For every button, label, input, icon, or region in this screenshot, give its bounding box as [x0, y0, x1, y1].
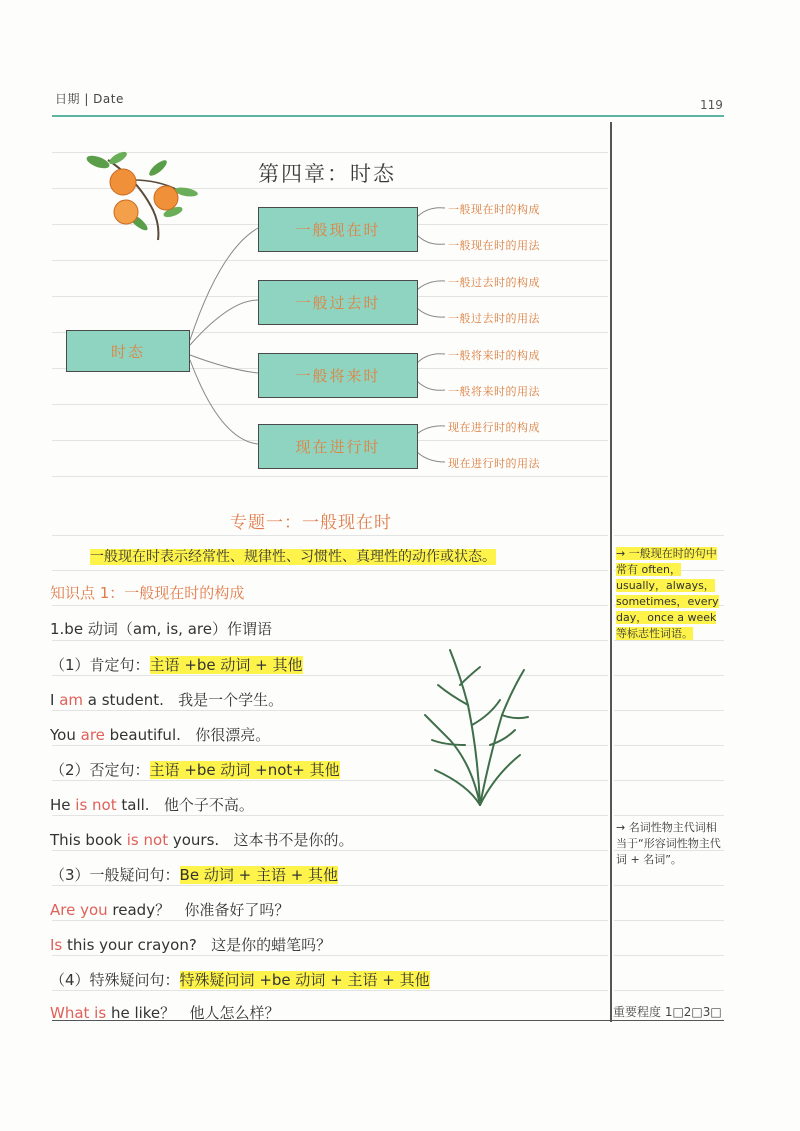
example-translation: 我是一个学生。 [178, 691, 284, 709]
example-translation: 你很漂亮。 [195, 726, 271, 744]
mindmap-leaf: 一般现在时的构成 [448, 203, 540, 216]
mindmap-leaf: 一般现在时的用法 [448, 239, 540, 252]
example-sentence [50, 689, 283, 710]
knowledge-point-heading: 知识点 1：一般现在时的构成 [50, 584, 245, 602]
example-text: He [50, 796, 76, 814]
example-translation: 你准备好了吗？ [184, 901, 290, 919]
example-text: he like？ [106, 1004, 176, 1022]
mindmap-branch-present-simple: 一般现在时 [258, 207, 418, 252]
side-note-possessive: → 名词性物主代词相当于“形容词性物主代词 + 名词”。 [616, 821, 721, 866]
grass-illustration [420, 645, 530, 810]
special-label: （4）特殊疑问句： [50, 971, 180, 989]
example-verb: is not [75, 796, 117, 814]
definition-line [90, 546, 496, 566]
definition-text: 一般现在时表示经常性、规律性、习惯性、真理性的动作或状态。 [90, 549, 496, 565]
affirmative-rule [50, 654, 303, 675]
affirmative-formula: 主语 +be 动词 + 其他 [149, 656, 303, 674]
example-verb: is not [126, 831, 169, 849]
mindmap-branch-future-simple: 一般将来时 [258, 353, 418, 398]
margin-divider [610, 122, 612, 1022]
example-text: beautiful. [104, 726, 181, 744]
mindmap-branch-present-continuous: 现在进行时 [258, 424, 418, 469]
chapter-title: 第四章：时态 [258, 162, 396, 186]
mindmap-leaf: 现在进行时的用法 [448, 457, 540, 470]
example-translation: 他人怎么样？ [189, 1004, 280, 1022]
affirmative-label: （1）肯定句： [50, 656, 150, 674]
example-sentence [50, 934, 331, 955]
example-translation: 他个子不高。 [163, 796, 254, 814]
example-verb: Are you [50, 901, 108, 919]
negative-label: （2）否定句： [50, 761, 150, 779]
example-text: yours. [168, 831, 220, 849]
example-verb: are [80, 726, 105, 744]
mindmap-branch-past-simple: 一般过去时 [258, 280, 418, 325]
example-text: a student. [83, 691, 164, 709]
negative-rule [50, 759, 340, 780]
example-verb: am [59, 691, 84, 709]
example-text: This book [50, 831, 127, 849]
special-formula: 特殊疑问词 +be 动词 + 主语 + 其他 [179, 971, 430, 989]
example-text: You [50, 726, 81, 744]
example-sentence [50, 1002, 280, 1023]
example-sentence [50, 794, 254, 815]
mindmap-leaf: 一般过去时的构成 [448, 276, 540, 289]
example-sentence [50, 724, 270, 745]
mindmap-leaf: 现在进行时的构成 [448, 421, 540, 434]
date-label: 日期 | Date [55, 92, 124, 106]
page-number: 119 [700, 98, 723, 112]
question-label: （3）一般疑问句： [50, 866, 180, 884]
example-sentence [50, 899, 289, 920]
example-text: ready？ [107, 901, 171, 919]
side-note-signal-words [616, 546, 724, 642]
sub-heading: 1.be 动词（am, is, are）作谓语 [50, 620, 272, 638]
example-text: I [50, 691, 60, 709]
example-translation: 这本书不是你的。 [233, 831, 354, 849]
question-rule [50, 864, 338, 885]
mindmap-leaf: 一般将来时的用法 [448, 385, 540, 398]
example-translation: 这是你的蜡笔吗？ [211, 936, 332, 954]
special-question-rule [50, 969, 430, 990]
example-verb: What is [50, 1004, 107, 1022]
example-verb: Is [50, 936, 63, 954]
topic-title: 专题一：一般现在时 [230, 513, 392, 533]
header-divider [52, 115, 724, 117]
mindmap-leaf: 一般过去时的用法 [448, 312, 540, 325]
example-text: this your crayon? [62, 936, 197, 954]
mindmap-leaf: 一般将来时的构成 [448, 349, 540, 362]
example-sentence [50, 829, 354, 850]
example-text: tall. [116, 796, 150, 814]
question-formula: Be 动词 + 主语 + 其他 [179, 866, 339, 884]
side-note-text: → 一般现在时的句中常有 often，usually，always，sometimes，every day，once a week 等标志性词语。 [616, 547, 719, 640]
mindmap-root: 时态 [66, 330, 190, 372]
importance-rating: 重要程度 1□2□3□ [613, 1005, 722, 1019]
negative-formula: 主语 +be 动词 +not+ 其他 [149, 761, 340, 779]
